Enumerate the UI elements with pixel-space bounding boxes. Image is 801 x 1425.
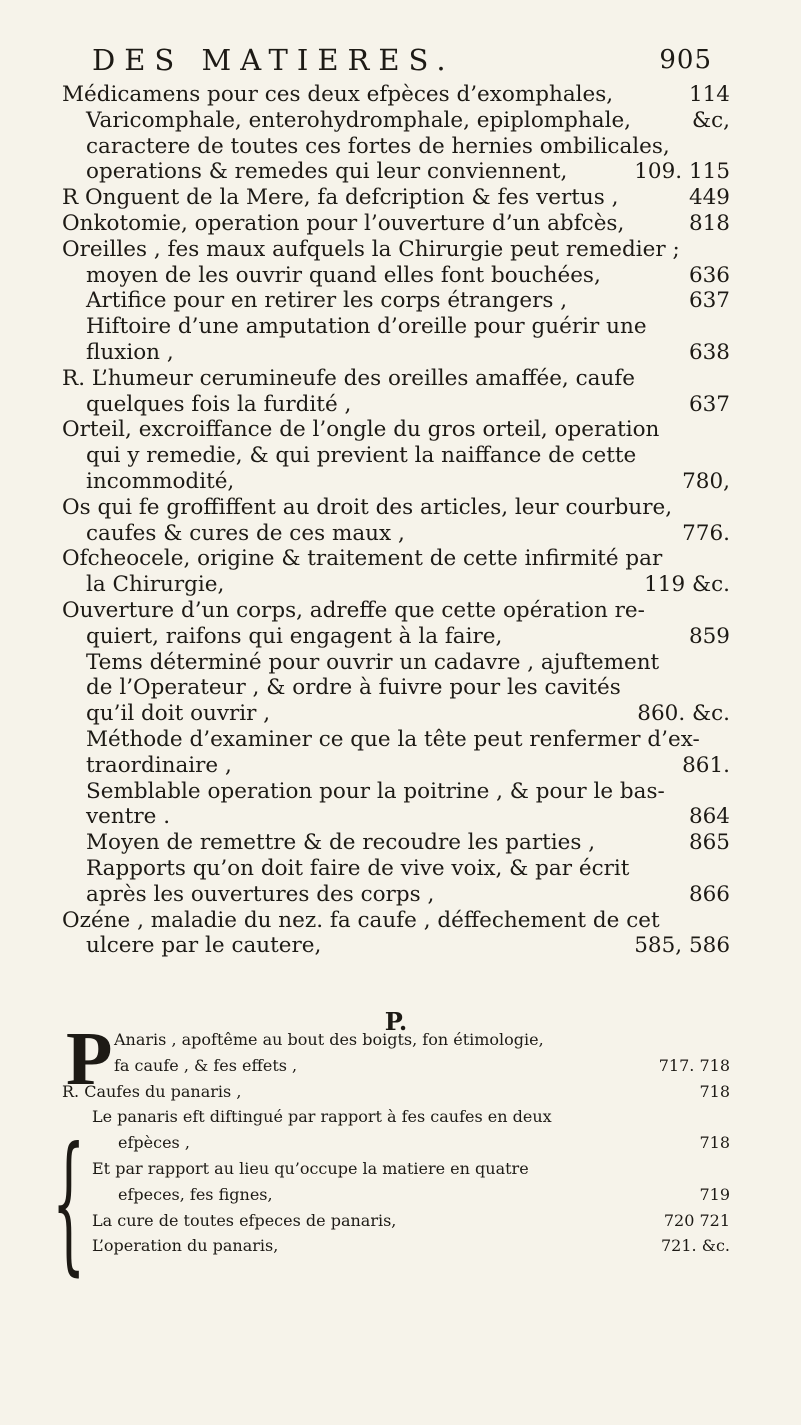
- drop-cap: P: [66, 1017, 113, 1101]
- entry-text: Varicomphale, enterohydromphale, epiplomphale,: [86, 107, 632, 133]
- entry-text: ulcere par le cautere,: [86, 933, 322, 959]
- page-reference: 109. 115: [634, 159, 730, 185]
- index-entry: [62, 82, 730, 185]
- entry-text: après les ouvertures des corps ,: [86, 881, 435, 907]
- entry-text: incommodité,: [86, 468, 235, 494]
- entry-text: Le panaris eft diftingué par rapport à fes caufes en deux: [92, 1107, 552, 1127]
- entry-text: Méthode d’examiner ce que la tête peut renfermer d’ex-: [86, 726, 700, 752]
- page-reference: 637: [688, 391, 730, 417]
- page-reference: 776.: [682, 520, 730, 546]
- entry-text: Anaris , apoftême au bout des boigts, fon étimologie,: [114, 1030, 544, 1049]
- entry-text: fluxion ,: [86, 339, 174, 365]
- entry-text: Onkotomie, operation pour l’ouverture d’un abfcès,: [62, 210, 625, 236]
- entry-text: caractere de toutes ces fortes de hernies ombilicales,: [86, 133, 670, 159]
- page-reference: 780,: [682, 468, 730, 494]
- entry-line: [62, 366, 730, 392]
- page-reference: 718: [699, 1133, 730, 1153]
- entry-text: Orteil, excroiffance de l’ongle du gros orteil, operation: [62, 417, 660, 443]
- entry-text: Oreilles , fes maux aufquels la Chirurgie peut remedier ;: [62, 236, 680, 262]
- index-entry: [62, 908, 730, 960]
- entry-text: ventre .: [86, 804, 171, 830]
- entry-text: Ofcheocele, origine & traitement de cette infirmité par: [62, 546, 663, 572]
- entry-line: [62, 263, 730, 289]
- entry-line: [62, 650, 730, 676]
- entry-line: [62, 134, 730, 160]
- entry-text: moyen de les ouvrir quand elles font bouchées,: [86, 262, 601, 288]
- brace-icon: {: [52, 1116, 86, 1290]
- entry-text: quiert, raifons qui engagent à la faire,: [86, 623, 503, 649]
- index-entry: [62, 237, 730, 366]
- entry-line: [62, 1236, 730, 1262]
- entry-line: [62, 1107, 730, 1133]
- entry-text: de l’Operateur , & ordre à fuivre pour les cavités: [86, 675, 621, 701]
- entry-line: [62, 340, 730, 366]
- entry-line: [62, 469, 730, 495]
- page-reference: 859: [688, 623, 730, 649]
- entry-line: [62, 288, 730, 314]
- page-reference: 636: [688, 262, 730, 288]
- header-title: DES MATIERES.: [92, 43, 455, 77]
- entry-line: [62, 1056, 730, 1082]
- entry-line: [62, 675, 730, 701]
- entry-text: caufes & cures de ces maux ,: [86, 520, 405, 546]
- index-entries-o: [62, 82, 730, 1062]
- entry-line: [62, 624, 730, 650]
- page-reference: 449: [688, 185, 730, 211]
- page-reference: 720 721: [663, 1210, 730, 1230]
- entry-text: Artifice pour en retirer les corps étrangers ,: [86, 288, 568, 314]
- entry-line: [62, 417, 730, 443]
- index-entry: [62, 185, 730, 211]
- entry-line: [62, 1082, 730, 1108]
- entry-text: Ouverture d’un corps, adreffe que cette opération re-: [62, 597, 645, 623]
- page-reference: 866: [688, 881, 730, 907]
- index-entry: [62, 417, 730, 494]
- entry-line: [62, 1159, 730, 1185]
- entry-line: [62, 830, 730, 856]
- index-entry: [62, 211, 730, 237]
- entry-text: efpèces ,: [118, 1133, 190, 1153]
- page-reference: 721. &c.: [661, 1236, 730, 1256]
- entry-line: [62, 1030, 730, 1056]
- entry-text: Rapports qu’on doit faire de vive voix, & par écrit: [86, 855, 630, 881]
- entry-line: [62, 598, 730, 624]
- page-reference: 637: [688, 288, 730, 314]
- index-entry: [62, 598, 730, 908]
- page-reference: 861.: [682, 752, 730, 778]
- entry-text: Hiftoire d’une amputation d’oreille pour guérir une: [86, 314, 647, 340]
- entry-text: Et par rapport au lieu qu’occupe la matiere en quatre: [92, 1158, 529, 1178]
- entry-line: [62, 856, 730, 882]
- entry-text: operations & remedes qui leur conviennent,: [86, 159, 568, 185]
- section-letter: P.: [384, 1007, 408, 1037]
- page-reference: 818: [688, 210, 730, 236]
- entry-line: [62, 1133, 730, 1159]
- entry-line: [62, 82, 730, 108]
- page-reference: 717. 718: [658, 1055, 730, 1075]
- entry-line: [62, 237, 730, 263]
- entry-line: [62, 392, 730, 418]
- entry-line: [62, 495, 730, 521]
- entry-text: La cure de toutes efpeces de panaris,: [92, 1210, 397, 1230]
- entry-line: [62, 882, 730, 908]
- entry-text: Semblable operation pour la poitrine , & pour le bas-: [86, 778, 665, 804]
- entry-line: [62, 546, 730, 572]
- entry-line: [62, 753, 730, 779]
- entry-text: Os qui fe groffiffent au droit des articles, leur courbure,: [62, 494, 673, 520]
- page-reference: 585, 586: [634, 933, 730, 959]
- page-reference: 638: [688, 339, 730, 365]
- entry-line: [62, 1185, 730, 1211]
- page-reference: 718: [699, 1081, 730, 1101]
- entry-line: [62, 211, 730, 237]
- entry-line: [62, 779, 730, 805]
- entry-line: [62, 908, 730, 934]
- page-reference: 864: [688, 804, 730, 830]
- entry-line: [62, 1211, 730, 1237]
- entry-text: Moyen de remettre & de recoudre les parties ,: [86, 830, 596, 856]
- entry-line: [62, 443, 730, 469]
- running-header: [92, 42, 712, 78]
- page-reference: 860. &c.: [637, 701, 730, 727]
- page-reference: 114: [688, 82, 730, 107]
- index-entry: [62, 495, 730, 547]
- page-reference: 719: [699, 1184, 730, 1204]
- entry-text: Médicamens pour ces deux efpèces d’exomphales,: [62, 82, 614, 107]
- entry-line: [62, 701, 730, 727]
- page-number: 905: [659, 45, 712, 75]
- entry-text: R. L’humeur cerumineufe des oreilles amaffée, caufe: [62, 365, 635, 391]
- entry-text: traordinaire ,: [86, 752, 232, 778]
- entry-text: L’operation du panaris,: [92, 1236, 279, 1256]
- entry-text: quelques fois la furdité ,: [86, 391, 352, 417]
- entry-line: [62, 933, 730, 959]
- entry-text: R. Caufes du panaris ,: [62, 1081, 242, 1101]
- index-entries-p: [62, 1030, 730, 1262]
- index-entry: [62, 366, 730, 418]
- entry-text: Ozéne , maladie du nez. fa caufe , déffechement de cet: [62, 907, 660, 933]
- entry-line: [62, 159, 730, 185]
- entry-line: [62, 572, 730, 598]
- page-reference: 119 &c.: [644, 572, 730, 598]
- entry-line: [62, 108, 730, 134]
- entry-text: la Chirurgie,: [86, 572, 225, 598]
- entry-text: qui y remedie, & qui previent la naiffance de cette: [86, 443, 637, 469]
- entry-line: [62, 521, 730, 547]
- page-reference: &c,: [691, 107, 730, 133]
- entry-line: [62, 185, 730, 211]
- entry-text: fa caufe , & fes effets ,: [114, 1055, 298, 1075]
- page-reference: 865: [688, 830, 730, 856]
- entry-text: Tems déterminé pour ouvrir un cadavre , ajuftement: [86, 649, 660, 675]
- entry-line: [62, 804, 730, 830]
- entry-line: [62, 314, 730, 340]
- entry-text: efpeces, fes fignes,: [118, 1184, 273, 1204]
- entry-text: qu’il doit ouvrir ,: [86, 701, 271, 727]
- index-entry: [62, 546, 730, 598]
- entry-text: R Onguent de la Mere, fa defcription & fes vertus ,: [62, 185, 619, 211]
- entry-line: [62, 727, 730, 753]
